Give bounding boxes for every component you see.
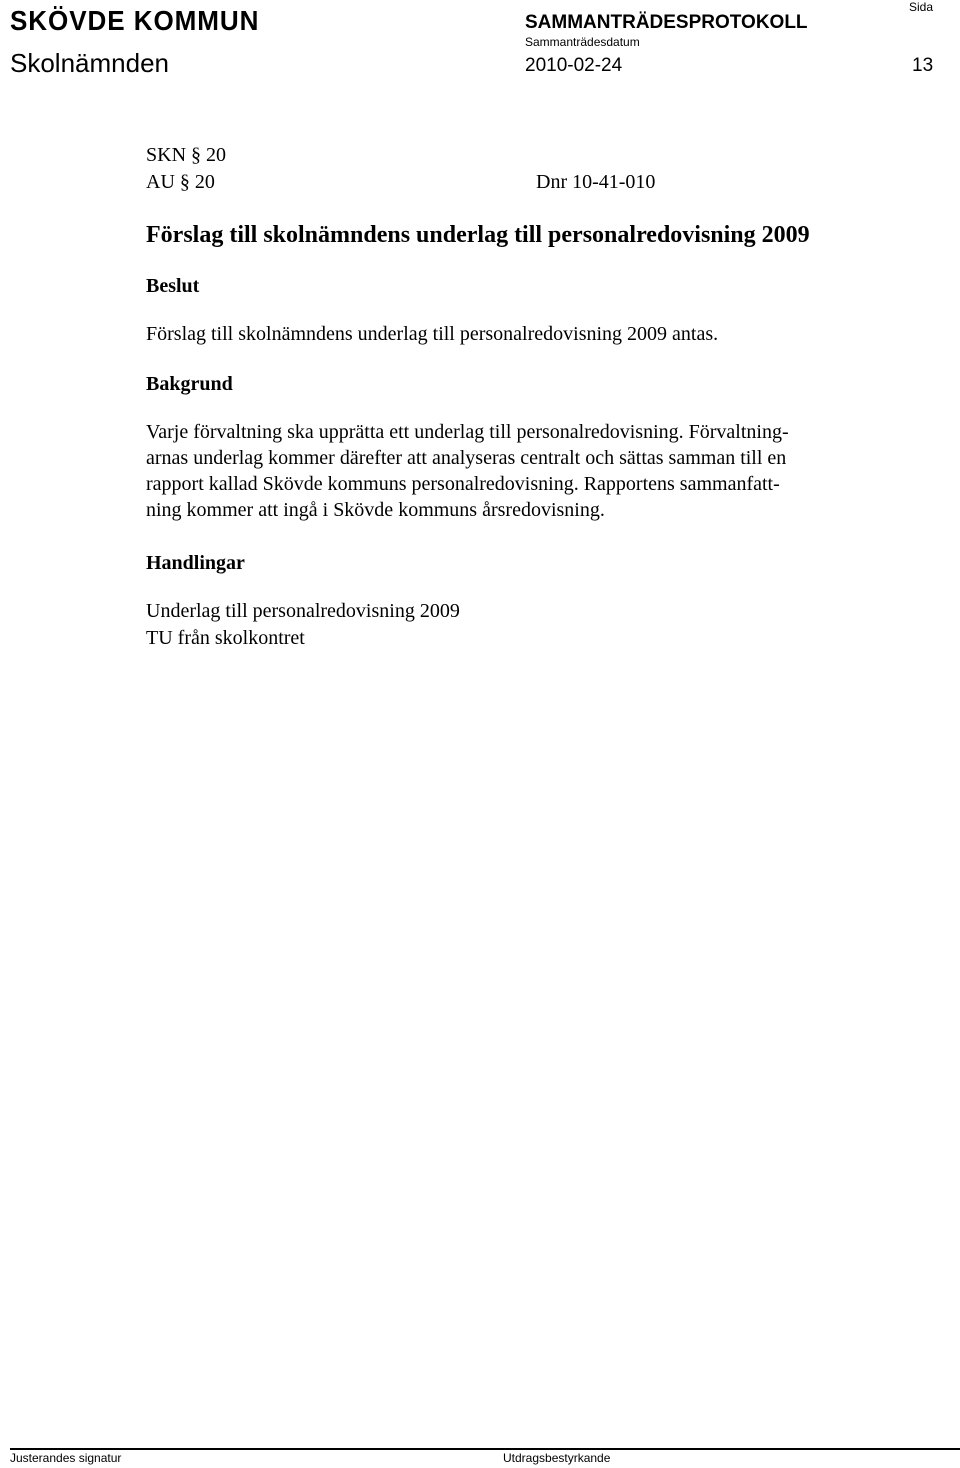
list-item: Underlag till personalredovisning 2009 [146,600,460,622]
diary-number: Dnr 10-41-010 [536,171,656,193]
page-number: 13 [912,55,934,76]
bakgrund-line: ning kommer att ingå i Skövde kommuns årsredovisning. [146,499,605,521]
organization-logo: SKÖVDE KOMMUN [10,5,260,36]
extract-label: Utdragsbestyrkande [503,1451,611,1465]
date-label: Sammanträdesdatum [525,35,640,49]
bakgrund-line: Varje förvaltning ska upprätta ett underlag till personalredovisning. Förvaltning- [146,421,789,443]
handlingar-heading: Handlingar [146,552,245,574]
page-label: Sida [909,0,934,14]
committee-name: Skolnämnden [10,48,169,78]
handlingar-list [146,598,460,652]
signature-label: Justerandes signatur [10,1451,122,1465]
page-title: Förslag till skolnämndens underlag till personalredovisning 2009 [146,222,810,248]
meeting-date: 2010-02-24 [525,55,623,76]
bakgrund-line: arnas underlag kommer därefter att analyseras centralt och sättas samman till en [146,447,787,469]
footer-divider [10,1448,960,1450]
bakgrund-heading: Bakgrund [146,373,233,395]
list-item: TU från skolkontret [146,627,305,649]
beslut-heading: Beslut [146,275,200,297]
skn-paragraph-ref: SKN § 20 [146,144,227,166]
beslut-text: Förslag till skolnämndens underlag till personalredovisning 2009 antas. [146,323,719,345]
document-type: SAMMANTRÄDESPROTOKOLL [525,12,808,33]
bakgrund-line: rapport kallad Skövde kommuns personalredovisning. Rapportens sammanfatt- [146,473,780,495]
au-paragraph-ref: AU § 20 [146,171,215,193]
bakgrund-paragraph [146,419,789,523]
